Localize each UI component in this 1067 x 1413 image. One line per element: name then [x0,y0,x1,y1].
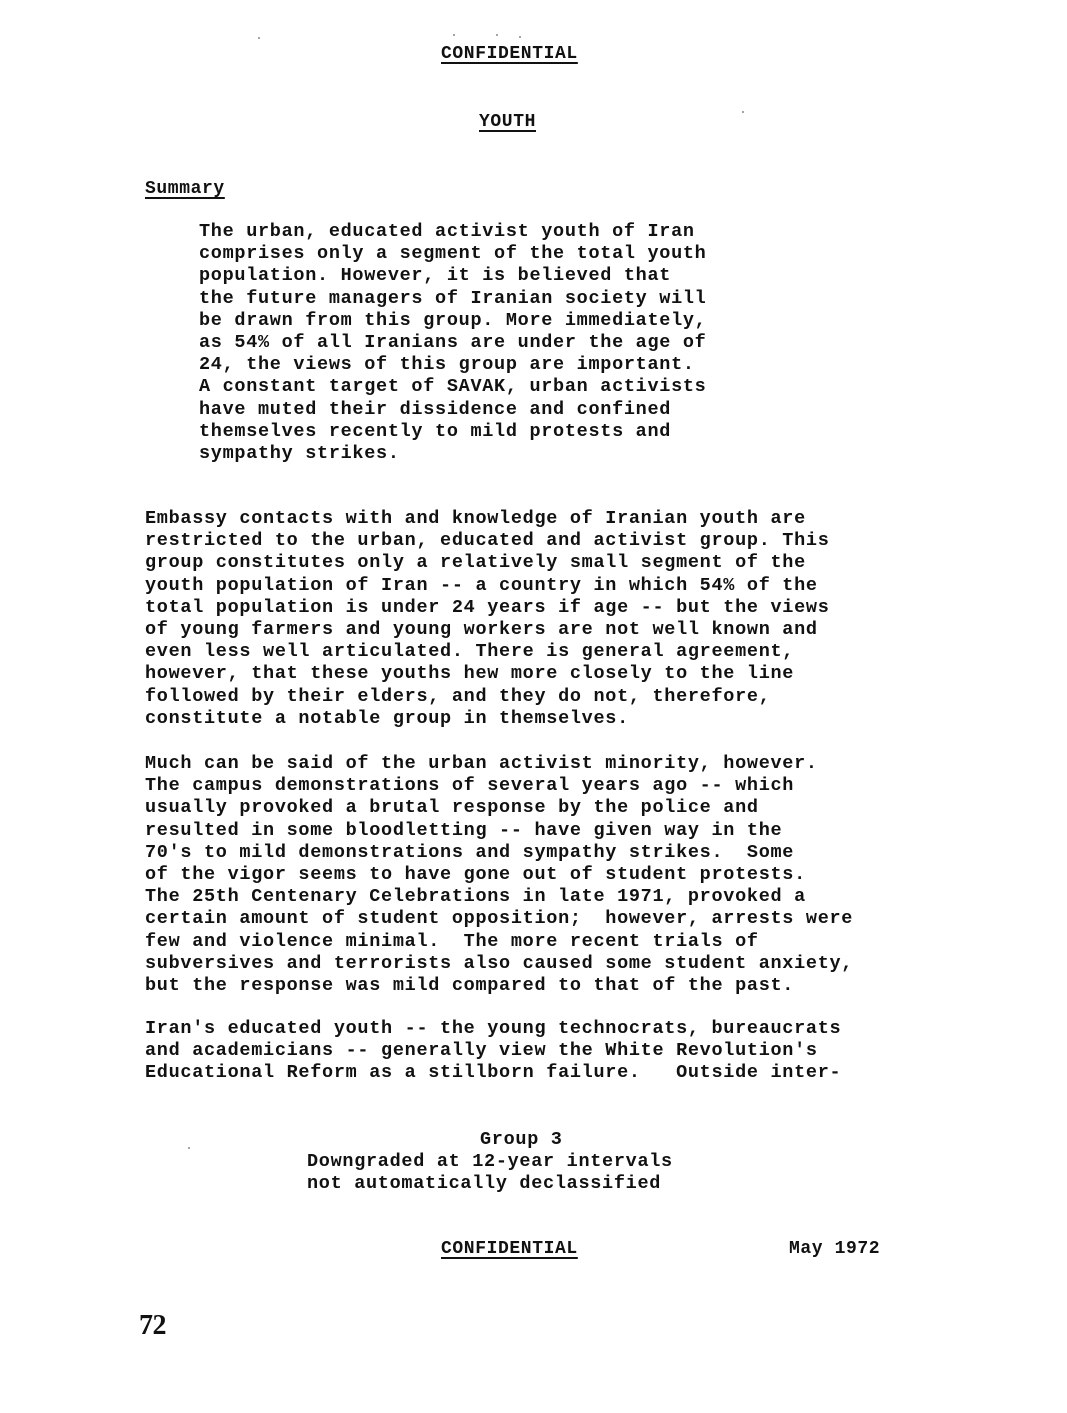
paragraph-line: even less well articulated. There is general agreement, [145,641,795,663]
paragraph-line: restricted to the urban, educated and activist group. This [145,530,830,552]
summary-heading: Summary [145,179,225,199]
document-title: YOUTH [479,112,537,132]
paragraph-line: resulted in some bloodletting -- have given way in the [145,819,783,841]
summary-line: 24, the views of this group are important. [199,354,695,376]
scan-speck [742,111,744,113]
paragraph-line: Iran's educated youth -- the young technocrats, bureaucrats [145,1018,842,1039]
paragraph-line: Educational Reform as a stillborn failure. Outside inter- [145,1062,842,1084]
paragraph-line: followed by their elders, and they do not, therefore, [145,685,771,707]
paragraph-line: however, that these youths hew more closely to the line [145,663,795,685]
paragraph-line: few and violence minimal. The more recent trials of [145,930,759,952]
scan-speck [519,36,521,38]
summary-line: population. However, it is believed that [199,265,672,287]
paragraph-line: youth population of Iran -- a country in which 54% of the [145,574,818,596]
summary-line: the future managers of Iranian society will [199,287,707,309]
summary-line: themselves recently to mild protests and [199,420,672,442]
body-paragraph-activist-minority [145,753,853,997]
summary-line: The urban, educated activist youth of Iran [199,221,695,242]
scan-speck [258,37,260,39]
paragraph-line: certain amount of student opposition; however, arrests were [145,908,854,930]
summary-line: comprises only a segment of the total youth [199,243,707,265]
group-label: Group 3 [480,1129,563,1150]
footer-classification: CONFIDENTIAL [441,1239,578,1259]
downgrade-instruction: Downgraded at 12-year intervals [307,1151,673,1173]
summary-paragraph [199,221,706,465]
paragraph-line: Much can be said of the urban activist minority, however. [145,753,818,774]
paragraph-line: of young farmers and young workers are not well known and [145,619,818,641]
paragraph-line: of the vigor seems to have gone out of student protests. [145,864,806,886]
paragraph-line: The 25th Centenary Celebrations in late 1971, provoked a [145,886,806,908]
paragraph-line: Embassy contacts with and knowledge of Iranian youth are [145,508,806,529]
paragraph-line: and academicians -- generally view the White Revolution's [145,1040,818,1062]
body-paragraph-educated-youth [145,1018,841,1085]
paragraph-line: subversives and terrorists also caused some student anxiety, [145,952,854,974]
paragraph-line: group constitutes only a relatively small segment of the [145,552,806,574]
paragraph-line: usually provoked a brutal response by the police and [145,797,759,819]
page-number: 72 [139,1310,166,1341]
scan-speck [496,34,498,36]
summary-line: A constant target of SAVAK, urban activists [199,376,707,398]
paragraph-line: but the response was mild compared to that of the past. [145,975,795,997]
paragraph-line: total population is under 24 years if age -- but the views [145,596,830,618]
header-classification: CONFIDENTIAL [441,44,578,64]
paragraph-line: 70's to mild demonstrations and sympathy strikes. Some [145,841,795,863]
summary-line: have muted their dissidence and confined [199,398,672,420]
body-paragraph-embassy-contacts [145,508,830,730]
summary-line: as 54% of all Iranians are under the age of [199,332,707,354]
scan-speck [188,1147,190,1149]
footer-date: May 1972 [789,1239,881,1259]
paragraph-line: constitute a notable group in themselves. [145,707,629,729]
declassification-instruction: not automatically declassified [307,1173,662,1195]
summary-line: sympathy strikes. [199,443,400,465]
summary-line: be drawn from this group. More immediately, [199,309,707,331]
downgrading-marking [307,1129,673,1196]
scan-speck [453,34,455,36]
paragraph-line: The campus demonstrations of several years ago -- which [145,775,795,797]
